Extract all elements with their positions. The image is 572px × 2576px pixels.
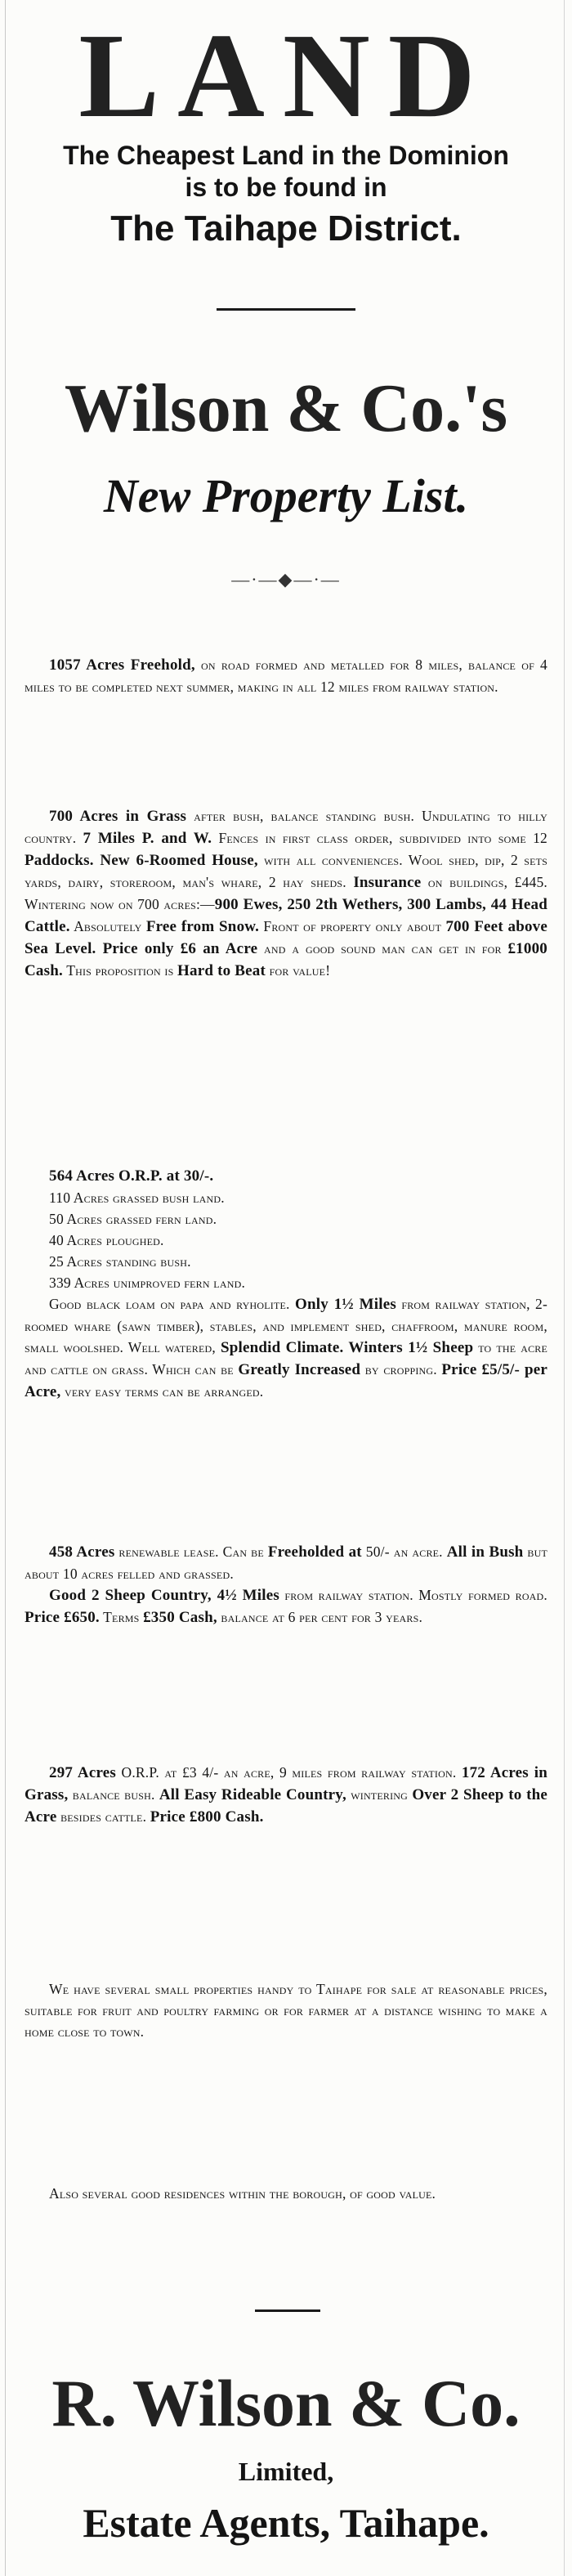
text: renewable lease. Can be	[118, 1543, 264, 1560]
emph: Splendid Climate. Winters 1½ Sheep	[220, 1339, 474, 1356]
emph: 700 Feet above Sea Level. Price only £6 an Acre	[25, 918, 548, 957]
listing-lead: 1057 Acres Freehold,	[49, 656, 195, 674]
footer-limited: Limited,	[238, 2457, 334, 2486]
emph: Only 1½ Miles	[295, 1296, 396, 1313]
lead: 700 Acres in Grass	[49, 808, 187, 825]
emph: £1000 Cash.	[25, 940, 547, 979]
text: for value!	[269, 962, 331, 979]
emph: Good 2 Sheep Country, 4½ Miles	[49, 1587, 279, 1604]
list-item: 40 Acres ploughed.	[49, 1232, 164, 1248]
emph: All in Bush	[446, 1543, 524, 1561]
text: balance bush.	[72, 1786, 155, 1803]
text: Terms	[103, 1609, 140, 1625]
footer-firm-name: R. Wilson & Co.	[51, 2366, 521, 2440]
emph: Paddocks. New 6-Roomed House,	[25, 852, 258, 869]
listing-564-acres	[25, 1165, 547, 1403]
text: to the acre and cattle on grass. Which can be	[25, 1339, 548, 1378]
listing-297-acres	[25, 1762, 547, 1828]
note-text: Also several good residences within the borough, of good value.	[49, 2185, 436, 2202]
text: Absolutely	[74, 918, 142, 934]
divider-bottom	[255, 2309, 320, 2312]
note-text: We have several small properties handy to Taihape for sale at reasonable prices, suitable for fruit and poultry farming or for farmer at a distance wishing to make a home close to town.	[25, 1981, 547, 2040]
text: 50/- an acre.	[365, 1543, 443, 1560]
text: besides cattle.	[60, 1808, 147, 1825]
text: after bush, balance standing bush. Undulating to hilly country.	[25, 808, 548, 846]
text: balance at 6 per cent for 3 years.	[221, 1609, 423, 1625]
note-residences	[25, 2183, 547, 2204]
text: with all conveniences. Wool shed, dip, 2 sets yards, dairy, storeroom, man's whare, 2 hay sheds.	[25, 852, 548, 890]
emph: 7 Miles P. and W.	[83, 830, 212, 847]
emph: £350 Cash,	[143, 1609, 217, 1626]
text: from railway station, 2-roomed whare (sawn timber), stables, and implement shed, chaffroom, manure room, small woolshed. Well watered,	[25, 1296, 548, 1355]
listing-458-acres	[25, 1541, 547, 1628]
footer-estate-agents: Estate Agents, Taihape.	[83, 2500, 489, 2546]
text: O.R.P. at £3 4/- an acre, 9 miles from railway station.	[121, 1764, 457, 1781]
emph: 172 Acres in Grass,	[25, 1764, 547, 1803]
text: on buildings, £445. Wintering now on 700 acres:—	[25, 874, 548, 912]
list-title: New Property List.	[103, 469, 469, 522]
emph: Over 2 Sheep to the Acre	[25, 1786, 548, 1826]
list-item: 339 Acres unimproved fern land.	[49, 1275, 246, 1291]
lead: 458 Acres	[49, 1543, 115, 1561]
emph: Hard to Beat	[177, 962, 266, 979]
divider-top	[217, 308, 355, 311]
emph: Insurance	[353, 874, 422, 891]
emph: Free from Snow.	[145, 918, 260, 935]
text: and a good sound man can get in for	[264, 940, 502, 956]
listing-text: on road formed and metalled for 8 miles, balance of 4 miles to be completed next summer, making in all 12 miles from railway station.	[25, 656, 548, 695]
emph: Price £5/5/- per Acre,	[25, 1361, 547, 1400]
emph: All Easy Rideable Country,	[159, 1786, 346, 1803]
text: wintering	[351, 1786, 408, 1803]
ornament-divider: —·—◆—·—	[231, 569, 341, 589]
headline-land: LAND	[78, 9, 494, 143]
list-item: 25 Acres standing bush.	[49, 1253, 191, 1270]
headline-line-2: is to be found in	[185, 172, 387, 202]
emph: Freeholded at	[267, 1543, 362, 1561]
list-item: 110 Acres grassed bush land.	[49, 1189, 225, 1206]
text: very easy terms can be arranged.	[65, 1383, 264, 1400]
emph: Greatly Increased	[238, 1361, 361, 1378]
emph: Price £650.	[25, 1609, 100, 1626]
text: from railway station. Mostly formed road.	[284, 1587, 547, 1603]
text: Front of property only about	[263, 918, 442, 934]
firm-name: Wilson & Co.'s	[64, 370, 508, 446]
emph: Price £800 Cash.	[150, 1808, 264, 1826]
headline-line-3: The Taihape District.	[110, 208, 462, 249]
listing-1057-acres	[25, 654, 547, 697]
text: Good black loam on papa and ryholite.	[49, 1296, 290, 1312]
list-item: 50 Acres grassed fern land.	[49, 1211, 217, 1227]
note-small-properties	[25, 1978, 547, 2042]
lead: 297 Acres	[49, 1764, 116, 1781]
text: by cropping.	[364, 1361, 437, 1378]
text: but about 10 acres felled and grassed.	[25, 1543, 547, 1582]
emph: 900 Ewes, 250 2th Wethers, 300 Lambs, 44 Head Cattle.	[25, 896, 547, 935]
text: This proposition is	[66, 962, 174, 979]
lead: 564 Acres O.R.P. at 30/-.	[49, 1167, 214, 1185]
headline-line-1: The Cheapest Land in the Dominion	[63, 141, 509, 170]
text: Fences in first class order, subdivided into some 12	[218, 830, 547, 846]
listing-700-acres	[25, 805, 547, 982]
